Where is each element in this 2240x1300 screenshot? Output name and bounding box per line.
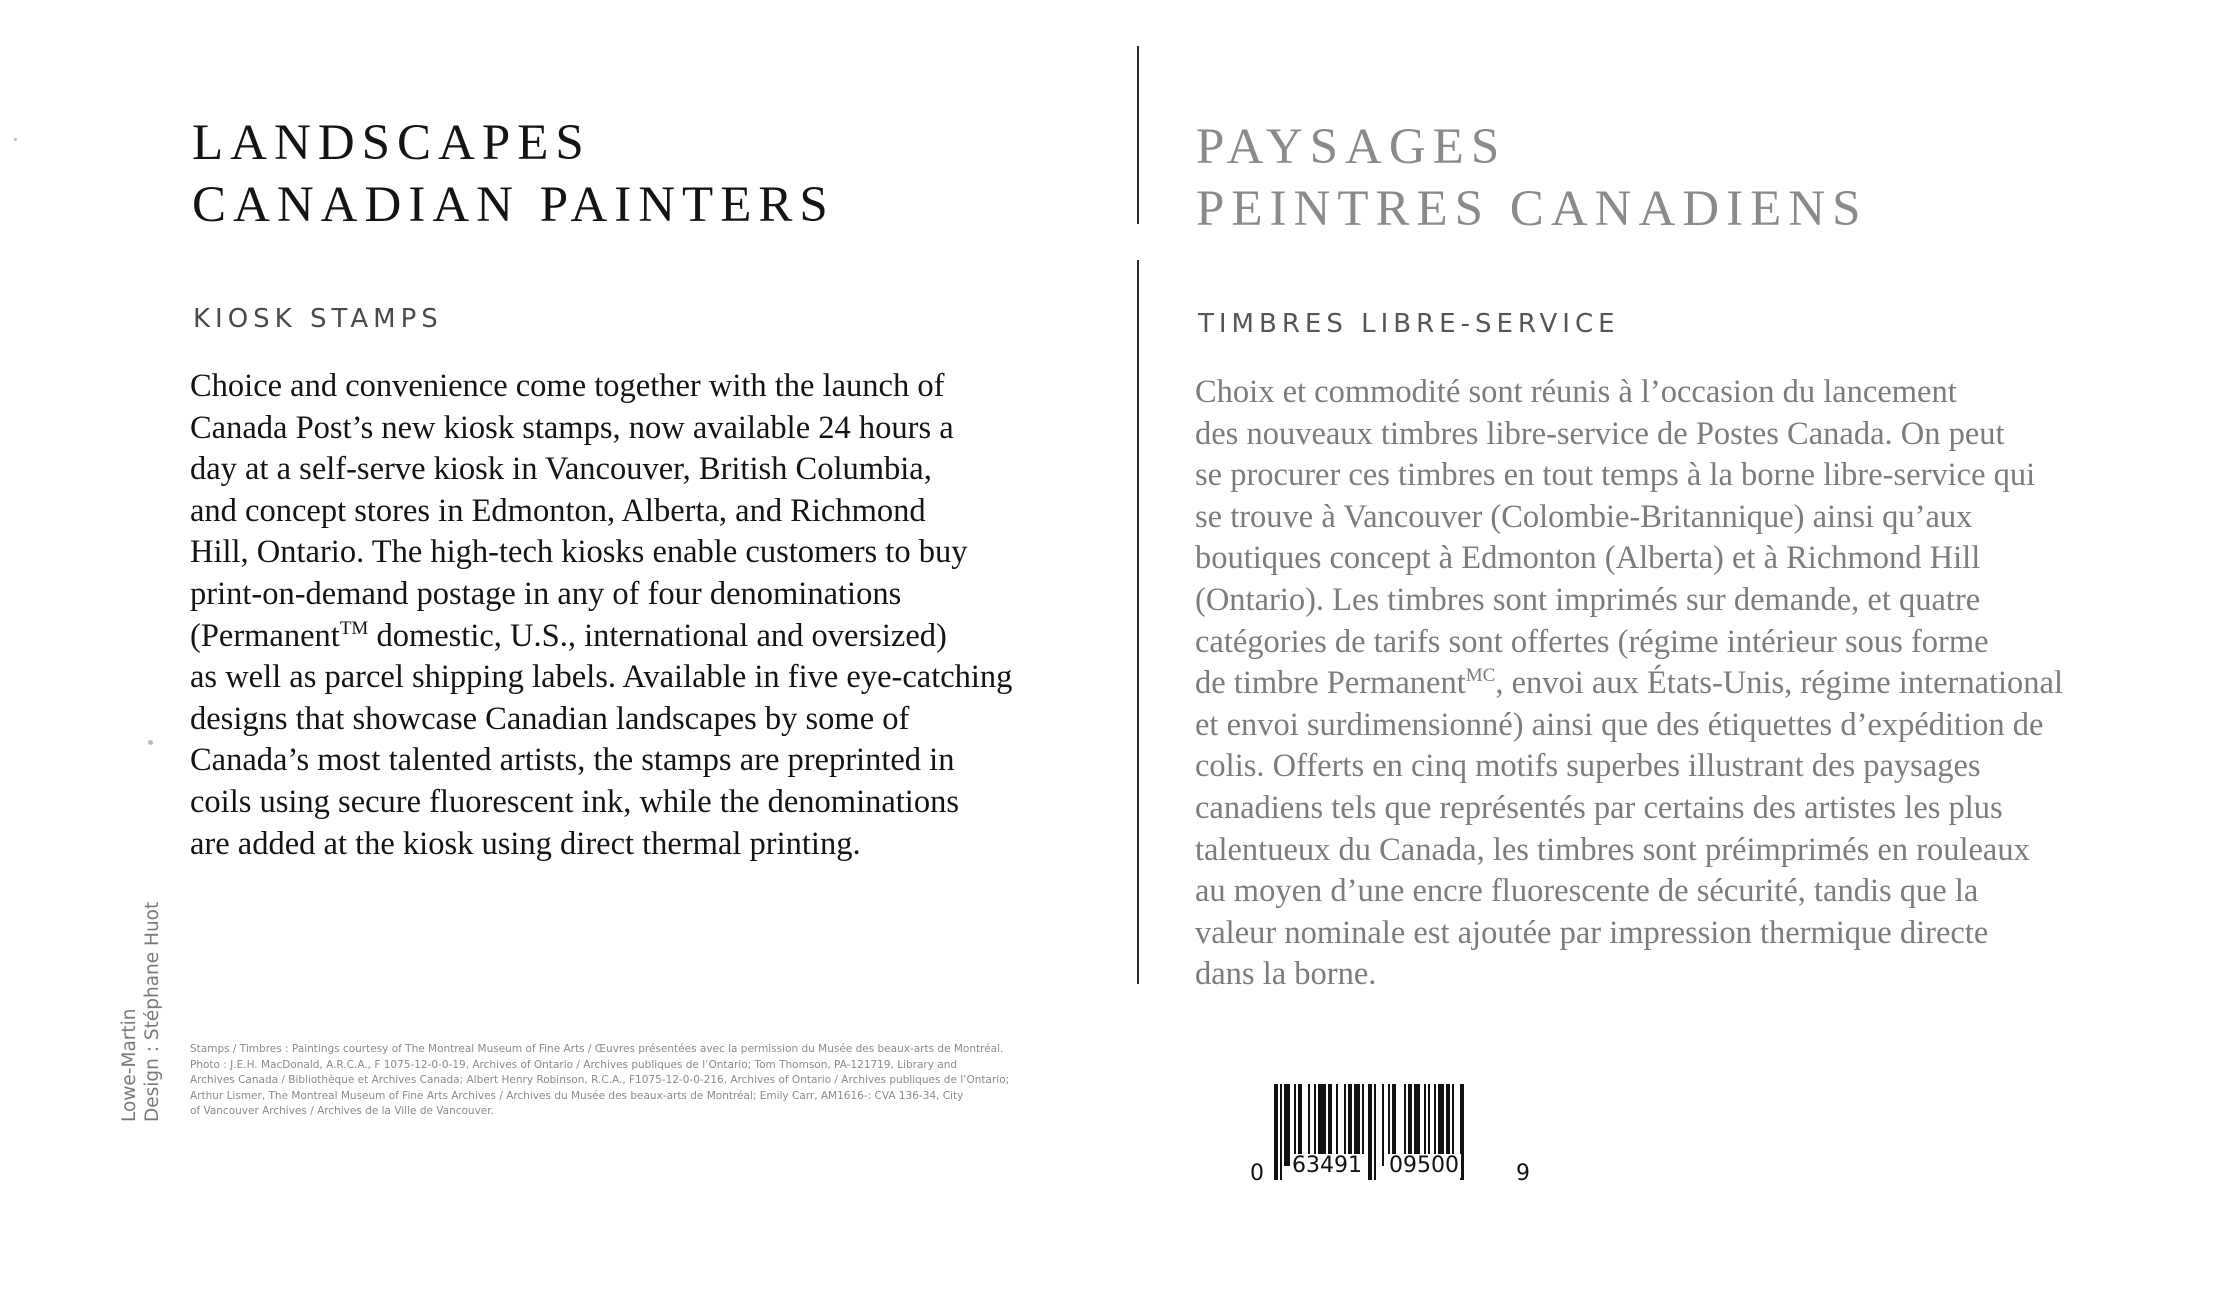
french-body-line: canadiens tels que représentés par certains des artistes les plus <box>1195 789 2003 826</box>
french-body-line: Choix et commodité sont réunis à l’occasion du lancement <box>1195 374 1957 410</box>
column-divider-top <box>1137 46 1139 224</box>
french-body-line: colis. Offerts en cinq motifs superbes illustrant des paysages <box>1195 748 1981 785</box>
barcode-right-group: 09500 <box>1389 1153 1459 1178</box>
english-body-line: day at a self-serve kiosk in Vancouver, British Columbia, <box>190 451 932 488</box>
french-title-line-1: PAYSAGES <box>1196 119 1507 175</box>
barcode-bar <box>1280 1084 1282 1180</box>
french-body-line: valeur nominale est ajoutée par impression thermique directe <box>1195 914 1989 951</box>
english-body-line: Hill, Ontario. The high-tech kiosks enable customers to buy <box>190 534 968 571</box>
designer-name: Design : Stéphane Huot <box>142 901 163 1122</box>
column-divider-bottom <box>1137 260 1139 984</box>
french-body-fragment: , envoi aux États-Unis, régime international <box>1495 665 2064 702</box>
credits-line: of Vancouver Archives / Archives de la Ville de Vancouver. <box>190 1105 494 1117</box>
barcode-bar <box>1274 1084 1278 1180</box>
barcode-last-digit: 9 <box>1516 1161 1530 1186</box>
french-body-line: dans la borne. <box>1195 956 1377 993</box>
english-body-line: Canada Post’s new kiosk stamps, now available 24 hours a <box>190 409 954 446</box>
french-body-line <box>1195 663 2063 705</box>
french-body-line: se procurer ces timbres en tout temps à la borne libre-service qui <box>1195 457 2036 494</box>
printer-name: Lowe-Martin <box>119 1008 140 1122</box>
english-body-line: as well as parcel shipping labels. Available in five eye-catching <box>190 659 1013 696</box>
credits-line: Stamps / Timbres : Paintings courtesy of The Montreal Museum of Fine Arts / Œuvres présentées avec la permission du Musée des beaux-arts de Montréal. <box>190 1043 1004 1055</box>
english-body <box>190 366 1012 865</box>
french-body-line: des nouveaux timbres libre-service de Postes Canada. On peut <box>1195 415 2005 452</box>
credits-line: Arthur Lismer, The Montreal Museum of Fine Arts Archives / Archives du Musée des beaux-arts de Montréal; Emily Carr, AM1616-: CVA 136-34, City <box>190 1089 964 1102</box>
english-body-line: Canada’s most talented artists, the stamps are preprinted in <box>190 742 955 779</box>
barcode-left-group: 63491 <box>1292 1153 1362 1178</box>
english-title <box>192 112 835 236</box>
french-body-line: se trouve à Vancouver (Colombie-Britannique) ainsi qu’aux <box>1195 498 1973 535</box>
english-body-line <box>190 616 1012 658</box>
english-title-line-1: LANDSCAPES <box>192 115 591 171</box>
image-credits <box>190 1042 1110 1120</box>
french-body <box>1195 372 2063 996</box>
scan-speck <box>148 740 153 745</box>
trademark-mark: TM <box>339 617 369 639</box>
designer-credit <box>118 902 164 1122</box>
english-subtitle: KIOSK STAMPS <box>193 304 443 334</box>
english-body-line: coils using secure fluorescent ink, while the denominations <box>190 783 959 820</box>
french-title <box>1196 116 1867 240</box>
barcode-bar <box>1382 1084 1384 1166</box>
barcode-bar <box>1374 1084 1376 1180</box>
english-body-line: and concept stores in Edmonton, Alberta, and Richmond <box>190 492 926 529</box>
french-body-line: talentueux du Canada, les timbres sont préimprimés en rouleaux <box>1195 831 2030 868</box>
barcode-first-digit: 0 <box>1250 1161 1264 1186</box>
credits-line: Archives Canada / Bibliothèque et Archives Canada; Albert Henry Robinson, R.C.A., F1075-12-0-0-216, Archives of Ontario / Archives publiques de l’Ontario; <box>190 1074 1010 1086</box>
french-body-fragment: de timbre Permanent <box>1195 665 1466 702</box>
scan-speck <box>14 138 17 141</box>
upc-barcode <box>1250 1084 1530 1186</box>
english-body-line: designs that showcase Canadian landscapes by some of <box>190 700 910 737</box>
trademark-mark: MC <box>1465 665 1496 687</box>
french-body-line: (Ontario). Les timbres sont imprimés sur demande, et quatre <box>1195 581 1981 618</box>
french-title-line-2: PEINTRES CANADIENS <box>1196 181 1868 237</box>
french-body-line: au moyen d’une encre fluorescente de sécurité, tandis que la <box>1195 873 1979 910</box>
barcode-bar <box>1368 1084 1372 1180</box>
french-body-line: et envoi surdimensionné) ainsi que des étiquettes d’expédition de <box>1195 706 2044 743</box>
english-body-fragment: domestic, U.S., international and oversized) <box>368 617 947 654</box>
french-body-line: catégories de tarifs sont offertes (régime intérieur sous forme <box>1195 623 1989 660</box>
english-title-line-2: CANADIAN PAINTERS <box>192 177 835 233</box>
credits-line: Photo : J.E.H. MacDonald, A.R.C.A., F 1075-12-0-0-19, Archives of Ontario / Archives publiques de l’Ontario; Tom Thomson, PA-121719, Library and <box>190 1058 958 1071</box>
french-body-line: boutiques concept à Edmonton (Alberta) et à Richmond Hill <box>1195 540 1981 577</box>
english-body-line: print-on-demand postage in any of four denominations <box>190 575 902 612</box>
french-subtitle: TIMBRES LIBRE-SERVICE <box>1198 309 1620 339</box>
english-body-line: are added at the kiosk using direct thermal printing. <box>190 825 861 862</box>
english-body-fragment: (Permanent <box>190 617 340 654</box>
english-body-line: Choice and convenience come together with the launch of <box>190 368 945 404</box>
